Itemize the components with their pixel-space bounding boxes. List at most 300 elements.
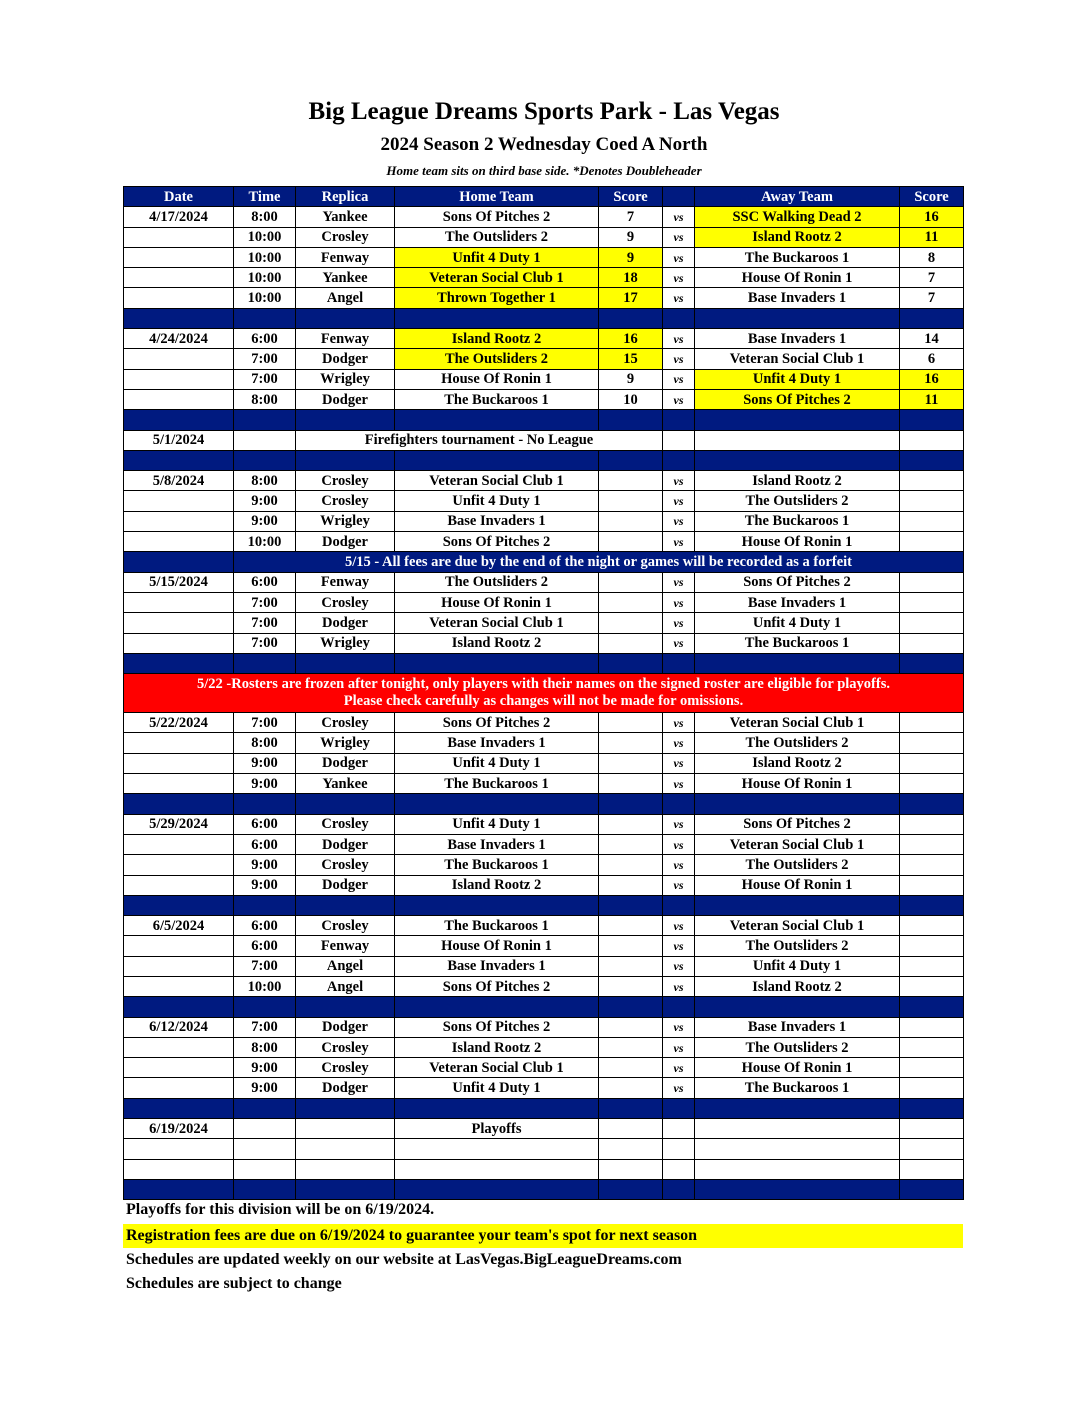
separator-cell <box>900 308 964 328</box>
home-team: Base Invaders 1 <box>395 733 599 753</box>
away-team: The Outsliders 2 <box>695 936 900 956</box>
away-score: 8 <box>900 247 964 267</box>
playoff-score <box>599 1119 663 1139</box>
separator-cell <box>296 997 395 1017</box>
separator-cell <box>296 308 395 328</box>
home-score: 9 <box>599 227 663 247</box>
game-time: 8:00 <box>234 207 296 227</box>
home-team: The Buckaroos 1 <box>395 916 599 936</box>
away-team: The Outsliders 2 <box>695 491 900 511</box>
game-replica: Crosley <box>296 471 395 491</box>
away-score <box>900 875 964 895</box>
vs-label: vs <box>663 1037 695 1057</box>
game-time: 10:00 <box>234 288 296 308</box>
game-time: 8:00 <box>234 471 296 491</box>
away-score <box>900 471 964 491</box>
blank-cell <box>234 1139 296 1159</box>
away-team: The Outsliders 2 <box>695 733 900 753</box>
separator-cell <box>695 450 900 470</box>
away-score <box>900 713 964 733</box>
game-time: 9:00 <box>234 491 296 511</box>
blank-cell <box>599 1159 663 1179</box>
game-replica: Fenway <box>296 572 395 592</box>
vs-label: vs <box>663 389 695 409</box>
away-score <box>900 1037 964 1057</box>
separator-cell <box>296 895 395 915</box>
separator-cell <box>124 450 234 470</box>
away-score: 14 <box>900 329 964 349</box>
separator-row <box>124 450 964 470</box>
away-team: House Of Ronin 1 <box>695 875 900 895</box>
game-date <box>124 1058 234 1078</box>
game-replica: Dodger <box>296 753 395 773</box>
home-score <box>599 1017 663 1037</box>
separator-cell <box>395 1098 599 1118</box>
home-team: Island Rootz 2 <box>395 633 599 653</box>
game-row <box>124 956 964 976</box>
col-replica: Replica <box>296 187 395 207</box>
game-replica: Crosley <box>296 491 395 511</box>
game-date <box>124 369 234 389</box>
away-score <box>900 834 964 854</box>
game-date <box>124 532 234 552</box>
roster-alert-line-1: 5/22 -Rosters are frozen after tonight, only players with their names on the signed roster are eligible for playoffs. <box>197 676 890 693</box>
away-team: House Of Ronin 1 <box>695 532 900 552</box>
separator-cell <box>599 1098 663 1118</box>
game-row <box>124 491 964 511</box>
away-team: Veteran Social Club 1 <box>695 916 900 936</box>
game-time: 8:00 <box>234 389 296 409</box>
away-team: Unfit 4 Duty 1 <box>695 369 900 389</box>
away-team: SSC Walking Dead 2 <box>695 207 900 227</box>
game-time: 8:00 <box>234 733 296 753</box>
separator-row <box>124 895 964 915</box>
away-score <box>900 916 964 936</box>
separator-cell <box>695 895 900 915</box>
game-replica: Dodger <box>296 613 395 633</box>
separator-cell <box>296 653 395 673</box>
home-team: House Of Ronin 1 <box>395 592 599 612</box>
separator-cell <box>234 308 296 328</box>
vs-label: vs <box>663 774 695 794</box>
vs-label: vs <box>663 471 695 491</box>
game-row <box>124 976 964 996</box>
away-score <box>900 814 964 834</box>
col-home-score: Score <box>599 187 663 207</box>
separator-cell <box>900 794 964 814</box>
separator-cell <box>395 450 599 470</box>
away-score: 6 <box>900 349 964 369</box>
game-time: 6:00 <box>234 936 296 956</box>
separator-cell <box>234 410 296 430</box>
home-team: Base Invaders 1 <box>395 956 599 976</box>
home-team: House Of Ronin 1 <box>395 369 599 389</box>
vs-label: vs <box>663 875 695 895</box>
separator-cell <box>395 653 599 673</box>
game-row <box>124 916 964 936</box>
game-replica: Yankee <box>296 268 395 288</box>
away-score <box>900 1017 964 1037</box>
game-replica: Wrigley <box>296 511 395 531</box>
game-date <box>124 247 234 267</box>
away-score <box>900 592 964 612</box>
game-time: 7:00 <box>234 956 296 976</box>
away-team: Island Rootz 2 <box>695 471 900 491</box>
col-date: Date <box>124 187 234 207</box>
game-row <box>124 1058 964 1078</box>
away-team: The Outsliders 2 <box>695 1037 900 1057</box>
game-time: 6:00 <box>234 834 296 854</box>
game-replica: Dodger <box>296 532 395 552</box>
home-score <box>599 532 663 552</box>
game-replica: Wrigley <box>296 733 395 753</box>
game-row <box>124 1037 964 1057</box>
game-date <box>124 268 234 288</box>
home-team: Sons Of Pitches 2 <box>395 713 599 733</box>
separator-cell <box>695 1179 900 1199</box>
home-team: Island Rootz 2 <box>395 1037 599 1057</box>
away-team: House Of Ronin 1 <box>695 1058 900 1078</box>
separator-cell <box>900 895 964 915</box>
playoff-replica <box>296 1119 395 1139</box>
separator-cell <box>124 895 234 915</box>
col-away-score: Score <box>900 187 964 207</box>
away-team: Base Invaders 1 <box>695 288 900 308</box>
away-team: Unfit 4 Duty 1 <box>695 613 900 633</box>
away-team: House Of Ronin 1 <box>695 268 900 288</box>
separator-cell <box>395 308 599 328</box>
playoff-time <box>234 1119 296 1139</box>
vs-label: vs <box>663 916 695 936</box>
home-score: 10 <box>599 389 663 409</box>
blank-cell <box>124 1139 234 1159</box>
home-score: 9 <box>599 369 663 389</box>
blank-row <box>124 1139 964 1159</box>
separator-cell <box>124 653 234 673</box>
separator-cell <box>124 308 234 328</box>
game-date: 4/24/2024 <box>124 329 234 349</box>
game-date <box>124 491 234 511</box>
home-score <box>599 814 663 834</box>
separator-cell <box>599 653 663 673</box>
vs-label: vs <box>663 733 695 753</box>
away-score <box>900 1078 964 1098</box>
event-text: Firefighters tournament - No League <box>296 430 663 450</box>
game-time: 9:00 <box>234 753 296 773</box>
separator-row <box>124 1179 964 1199</box>
game-row <box>124 633 964 653</box>
away-score <box>900 532 964 552</box>
home-score <box>599 613 663 633</box>
home-score <box>599 511 663 531</box>
game-row <box>124 834 964 854</box>
game-replica: Dodger <box>296 389 395 409</box>
game-row <box>124 1017 964 1037</box>
game-time: 10:00 <box>234 268 296 288</box>
game-date <box>124 592 234 612</box>
event-away <box>695 430 900 450</box>
game-row <box>124 389 964 409</box>
separator-cell <box>599 895 663 915</box>
home-score: 15 <box>599 349 663 369</box>
playoff-away <box>695 1119 900 1139</box>
website-note: Schedules are updated weekly on our website at LasVegas.BigLeagueDreams.com <box>126 1251 682 1268</box>
away-team: The Buckaroos 1 <box>695 247 900 267</box>
home-team: Base Invaders 1 <box>395 834 599 854</box>
separator-cell <box>124 1098 234 1118</box>
separator-row <box>124 308 964 328</box>
home-score <box>599 733 663 753</box>
vs-label: vs <box>663 633 695 653</box>
vs-label: vs <box>663 834 695 854</box>
col-home-team: Home Team <box>395 187 599 207</box>
home-score <box>599 713 663 733</box>
blank-cell <box>900 1139 964 1159</box>
game-time: 8:00 <box>234 1037 296 1057</box>
game-row <box>124 855 964 875</box>
game-row <box>124 733 964 753</box>
game-date <box>124 956 234 976</box>
away-team: Base Invaders 1 <box>695 592 900 612</box>
separator-cell <box>663 794 695 814</box>
game-date <box>124 753 234 773</box>
separator-cell <box>900 450 964 470</box>
away-score <box>900 936 964 956</box>
game-replica: Crosley <box>296 592 395 612</box>
blank-cell <box>663 1159 695 1179</box>
away-team: Island Rootz 2 <box>695 753 900 773</box>
game-time: 7:00 <box>234 592 296 612</box>
separator-cell <box>296 410 395 430</box>
separator-cell <box>663 450 695 470</box>
away-team: Base Invaders 1 <box>695 329 900 349</box>
game-date <box>124 613 234 633</box>
col-vs <box>663 187 695 207</box>
away-score: 11 <box>900 227 964 247</box>
home-score: 18 <box>599 268 663 288</box>
vs-label: vs <box>663 855 695 875</box>
away-team: Veteran Social Club 1 <box>695 349 900 369</box>
change-note: Schedules are subject to change <box>126 1275 342 1292</box>
page-title: Big League Dreams Sports Park - Las Vegas <box>308 98 780 125</box>
game-replica: Crosley <box>296 1037 395 1057</box>
game-time: 10:00 <box>234 227 296 247</box>
vs-label: vs <box>663 592 695 612</box>
away-score <box>900 774 964 794</box>
home-score <box>599 875 663 895</box>
vs-label: vs <box>663 956 695 976</box>
game-row <box>124 613 964 633</box>
home-team: The Outsliders 2 <box>395 227 599 247</box>
home-score <box>599 976 663 996</box>
vs-label: vs <box>663 511 695 531</box>
playoffs-note: Playoffs for this division will be on 6/19/2024. <box>126 1201 435 1218</box>
separator-cell <box>296 1179 395 1199</box>
registration-note: Registration fees are due on 6/19/2024 to guarantee your team's spot for next season <box>123 1224 963 1248</box>
game-time: 9:00 <box>234 511 296 531</box>
game-row <box>124 471 964 491</box>
game-replica: Fenway <box>296 936 395 956</box>
separator-cell <box>234 895 296 915</box>
game-date <box>124 288 234 308</box>
home-team: Island Rootz 2 <box>395 329 599 349</box>
vs-label: vs <box>663 288 695 308</box>
game-date <box>124 1078 234 1098</box>
separator-cell <box>234 794 296 814</box>
separator-cell <box>234 997 296 1017</box>
blank-cell <box>695 1159 900 1179</box>
separator-cell <box>663 410 695 430</box>
home-team: The Buckaroos 1 <box>395 774 599 794</box>
blank-cell <box>395 1159 599 1179</box>
game-row <box>124 207 964 227</box>
home-score <box>599 1078 663 1098</box>
away-score: 16 <box>900 207 964 227</box>
home-score <box>599 916 663 936</box>
vs-label: vs <box>663 572 695 592</box>
game-date <box>124 733 234 753</box>
home-score: 16 <box>599 329 663 349</box>
vs-label: vs <box>663 247 695 267</box>
game-time: 6:00 <box>234 329 296 349</box>
separator-cell <box>663 1098 695 1118</box>
vs-label: vs <box>663 753 695 773</box>
separator-row <box>124 794 964 814</box>
event-time <box>234 430 296 450</box>
home-team: Island Rootz 2 <box>395 875 599 895</box>
game-row <box>124 268 964 288</box>
home-score <box>599 592 663 612</box>
game-date: 5/15/2024 <box>124 572 234 592</box>
away-score <box>900 855 964 875</box>
game-replica: Dodger <box>296 834 395 854</box>
away-score <box>900 572 964 592</box>
game-time: 9:00 <box>234 774 296 794</box>
game-time: 7:00 <box>234 369 296 389</box>
separator-cell <box>599 450 663 470</box>
away-team: The Buckaroos 1 <box>695 633 900 653</box>
game-row <box>124 329 964 349</box>
separator-cell <box>599 997 663 1017</box>
blank-cell <box>234 1159 296 1179</box>
home-score <box>599 1037 663 1057</box>
game-date <box>124 875 234 895</box>
game-date <box>124 389 234 409</box>
game-replica: Wrigley <box>296 633 395 653</box>
separator-cell <box>395 997 599 1017</box>
game-date: 6/5/2024 <box>124 916 234 936</box>
game-time: 9:00 <box>234 875 296 895</box>
vs-label: vs <box>663 227 695 247</box>
game-time: 7:00 <box>234 613 296 633</box>
playoff-label: Playoffs <box>395 1119 599 1139</box>
separator-cell <box>395 410 599 430</box>
separator-cell <box>663 895 695 915</box>
separator-cell <box>695 794 900 814</box>
game-date <box>124 855 234 875</box>
game-time: 6:00 <box>234 814 296 834</box>
separator-cell <box>234 1098 296 1118</box>
game-date <box>124 633 234 653</box>
game-date: 5/22/2024 <box>124 713 234 733</box>
game-time: 6:00 <box>234 572 296 592</box>
game-replica: Dodger <box>296 349 395 369</box>
separator-cell <box>395 794 599 814</box>
blank-cell <box>395 1139 599 1159</box>
game-row <box>124 511 964 531</box>
home-team: The Buckaroos 1 <box>395 855 599 875</box>
home-score <box>599 936 663 956</box>
game-replica: Dodger <box>296 1078 395 1098</box>
game-row <box>124 753 964 773</box>
game-date <box>124 976 234 996</box>
game-row <box>124 592 964 612</box>
game-replica: Fenway <box>296 247 395 267</box>
separator-cell <box>599 1179 663 1199</box>
game-row <box>124 369 964 389</box>
game-row <box>124 1078 964 1098</box>
separator-cell <box>663 1179 695 1199</box>
away-team: Island Rootz 2 <box>695 976 900 996</box>
separator-cell <box>296 450 395 470</box>
game-date <box>124 834 234 854</box>
separator-cell <box>124 997 234 1017</box>
game-row <box>124 774 964 794</box>
fee-notice-row <box>124 552 964 572</box>
away-team: Unfit 4 Duty 1 <box>695 956 900 976</box>
away-team: Island Rootz 2 <box>695 227 900 247</box>
home-team: Unfit 4 Duty 1 <box>395 753 599 773</box>
game-date: 5/29/2024 <box>124 814 234 834</box>
home-score: 17 <box>599 288 663 308</box>
separator-cell <box>695 410 900 430</box>
game-replica: Crosley <box>296 814 395 834</box>
away-team: House Of Ronin 1 <box>695 774 900 794</box>
playoff-away-score <box>900 1119 964 1139</box>
separator-cell <box>234 450 296 470</box>
separator-cell <box>599 410 663 430</box>
blank-cell <box>900 1159 964 1179</box>
vs-label: vs <box>663 1058 695 1078</box>
away-score: 7 <box>900 268 964 288</box>
home-team: Unfit 4 Duty 1 <box>395 814 599 834</box>
game-replica: Yankee <box>296 774 395 794</box>
away-score <box>900 1058 964 1078</box>
separator-cell <box>395 1179 599 1199</box>
event-vs <box>663 430 695 450</box>
away-team: Veteran Social Club 1 <box>695 713 900 733</box>
separator-cell <box>663 653 695 673</box>
blank-cell <box>124 1159 234 1179</box>
vs-label: vs <box>663 268 695 288</box>
home-team: Veteran Social Club 1 <box>395 613 599 633</box>
game-row <box>124 247 964 267</box>
home-score <box>599 956 663 976</box>
page-subtitle: 2024 Season 2 Wednesday Coed A North <box>380 134 708 155</box>
game-replica: Angel <box>296 976 395 996</box>
event-score <box>900 430 964 450</box>
home-score <box>599 855 663 875</box>
away-score: 11 <box>900 389 964 409</box>
notice-lead <box>124 552 234 572</box>
away-score <box>900 976 964 996</box>
game-row <box>124 288 964 308</box>
game-time: 9:00 <box>234 1058 296 1078</box>
game-date: 5/8/2024 <box>124 471 234 491</box>
separator-cell <box>296 1098 395 1118</box>
home-team: Sons Of Pitches 2 <box>395 532 599 552</box>
game-row <box>124 349 964 369</box>
